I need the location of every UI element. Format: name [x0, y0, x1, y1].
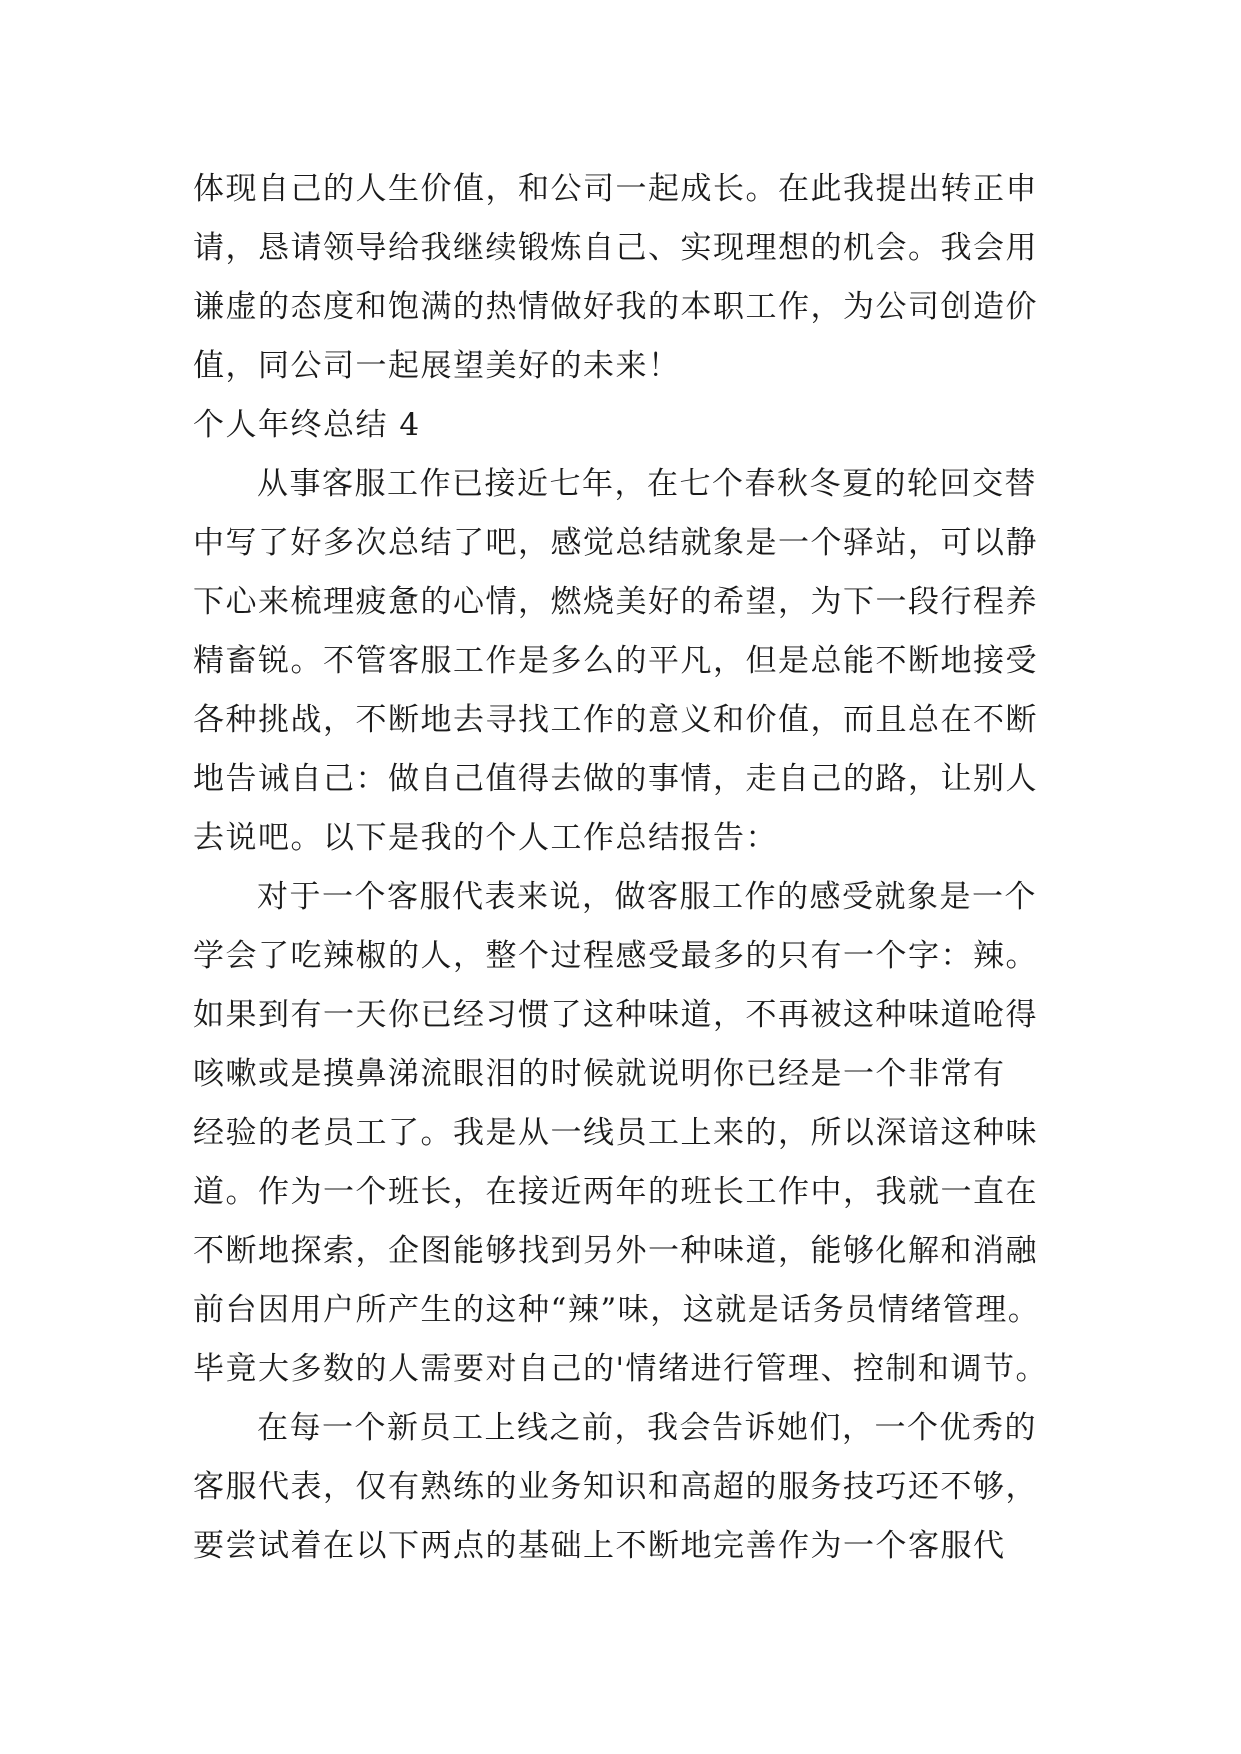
paragraph-line: 精畜锐。不管客服工作是多么的平凡，但是总能不断地接受: [193, 643, 1038, 679]
paragraph-line: 在每一个新员工上线之前，我会告诉她们，一个优秀的: [257, 1410, 1037, 1446]
paragraph-line: 下心来梳理疲惫的心情，燃烧美好的希望，为下一段行程养: [193, 584, 1038, 620]
paragraph-line: 从事客服工作已接近七年，在七个春秋冬夏的轮回交替: [257, 466, 1037, 502]
paragraph-line: 经验的老员工了。我是从一线员工上来的，所以深谙这种味: [193, 1115, 1038, 1151]
paragraph-line: 客服代表，仅有熟练的业务知识和高超的服务技巧还不够，: [193, 1469, 1038, 1505]
paragraph-line: 中写了好多次总结了吧，感觉总结就象是一个驿站，可以静: [193, 525, 1038, 561]
paragraph-line: 地告诫自己：做自己值得去做的事情，走自己的路，让别人: [193, 761, 1038, 797]
paragraph-line: 不断地探索，企图能够找到另外一种味道，能够化解和消融: [193, 1233, 1038, 1269]
paragraph-line: 道。作为一个班长，在接近两年的班长工作中，我就一直在: [193, 1174, 1038, 1210]
section-heading: 个人年终总结 4: [193, 407, 421, 443]
paragraph-line: 各种挑战，不断地去寻找工作的意义和价值，而且总在不断: [193, 702, 1038, 738]
paragraph-line: 学会了吃辣椒的人，整个过程感受最多的只有一个字：辣。: [193, 938, 1038, 974]
paragraph-line: 咳嗽或是摸鼻涕流眼泪的时候就说明你已经是一个非常有: [193, 1056, 1006, 1092]
paragraph-line: 体现自己的人生价值，和公司一起成长。在此我提出转正申: [193, 171, 1038, 207]
paragraph-line: 前台因用户所产生的这种“辣”味，这就是话务员情绪管理。: [193, 1292, 1041, 1328]
paragraph-line: 值，同公司一起展望美好的未来！: [193, 348, 681, 384]
paragraph-line: 去说吧。以下是我的个人工作总结报告：: [193, 820, 778, 856]
paragraph-line: 如果到有一天你已经习惯了这种味道，不再被这种味道呛得: [193, 997, 1038, 1033]
document-body: [193, 160, 1055, 1576]
paragraph-line: 请，恳请领导给我继续锻炼自己、实现理想的机会。我会用: [193, 230, 1038, 266]
paragraph-line: 谦虚的态度和饱满的热情做好我的本职工作，为公司创造价: [193, 289, 1038, 325]
paragraph-line: 对于一个客服代表来说，做客服工作的感受就象是一个: [257, 879, 1037, 915]
paragraph-line: 要尝试着在以下两点的基础上不断地完善作为一个客服代: [193, 1528, 1006, 1564]
paragraph-line: 毕竟大多数的人需要对自己的'情绪进行管理、控制和调节。: [193, 1351, 1049, 1387]
